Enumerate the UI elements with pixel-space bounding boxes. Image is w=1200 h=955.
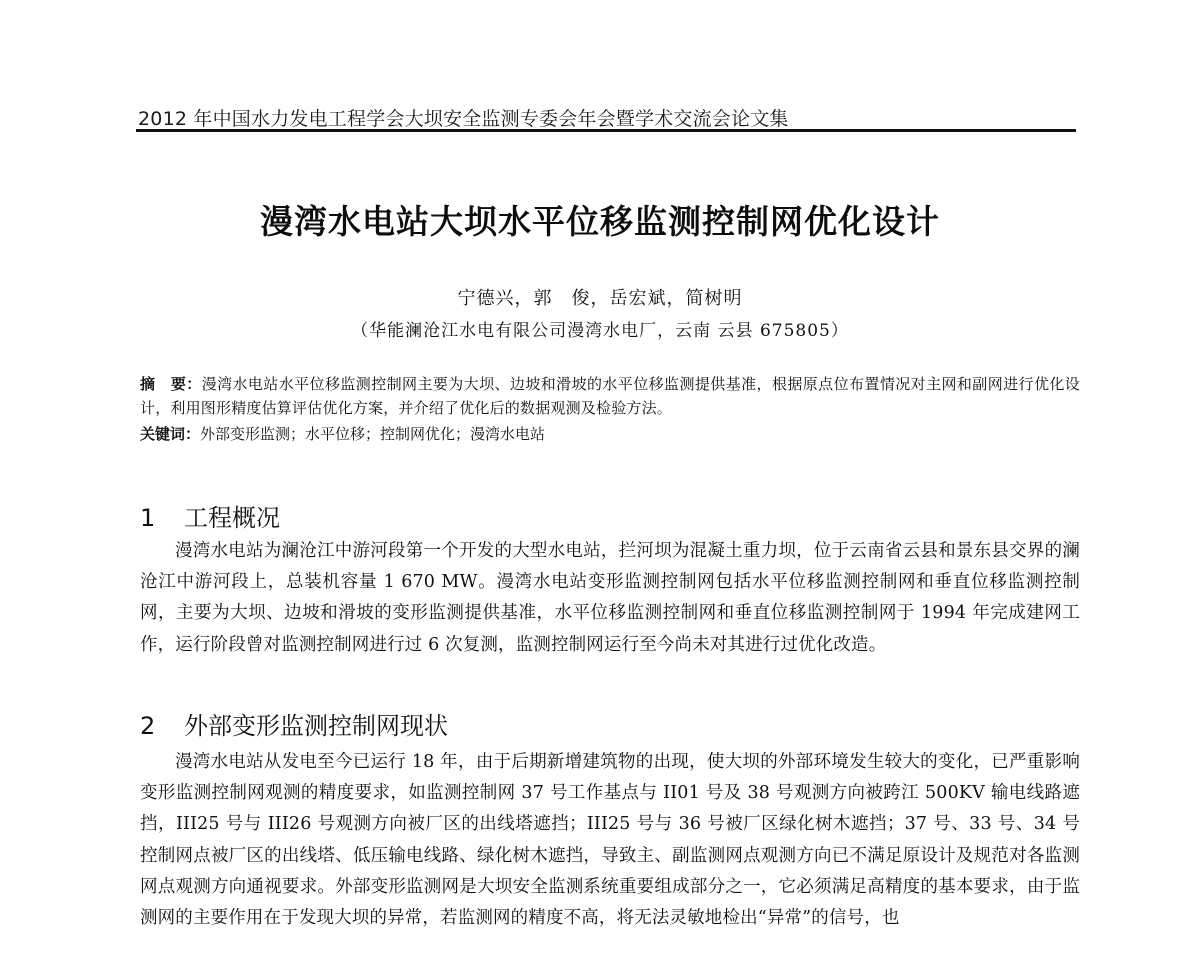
paper-title: 漫湾水电站大坝水平位移监测控制网优化设计: [260, 202, 940, 241]
keywords: [140, 422, 1080, 446]
section-heading-1: [140, 498, 280, 533]
abstract-block: [140, 372, 1080, 446]
section-number: 2: [140, 712, 156, 740]
abstract-body: 漫湾水电站水平位移监测控制网主要为大坝、边坡和滑坡的水平位移监测提供基准，根据原点位布置情况对主网和副网进行优化设计，利用图形精度估算评估优化方案，并介绍了优化后的数据观测及检验方法。: [140, 375, 1080, 417]
abstract-label: 摘 要：: [140, 375, 202, 393]
section-1-paragraph: 漫湾水电站为澜沧江中游河段第一个开发的大型水电站，拦河坝为混凝土重力坝，位于云南省云县和景东县交界的澜沧江中游河段上，总装机容量 1 670 MW。漫湾水电站变形监测控制网包括水平位移监测控制网和垂直位移监测控制网，主要为大坝、边坡和滑坡的变形监测提供基准，水平位移监测控制网和垂直位移监测控制网于 1994 年完成建网工作，运行阶段曾对监测控制网进行过 6 次复测，监测控制网运行至今尚未对其进行过优化改造。: [140, 541, 1080, 655]
author-list: 宁德兴，郭 俊，岳宏斌，简树明: [457, 288, 743, 309]
section-heading-2: [140, 706, 448, 741]
section-number: 1: [140, 504, 156, 532]
keywords-label: 关键词：: [140, 425, 201, 443]
running-header: 2012 年中国水力发电工程学会大坝安全监测专委会年会暨学术交流会论文集: [138, 108, 789, 130]
section-title: 外部变形监测控制网现状: [184, 712, 448, 740]
abstract: [140, 372, 1080, 420]
keywords-body: 外部变形监测；水平位移；控制网优化；漫湾水电站: [200, 425, 546, 443]
affiliation: （华能澜沧江水电有限公司漫湾水电厂，云南 云县 675805）: [351, 321, 849, 341]
section-title: 工程概况: [184, 504, 280, 532]
header-rule: [136, 129, 1076, 132]
section-2-paragraph: 漫湾水电站从发电至今已运行 18 年，由于后期新增建筑物的出现，使大坝的外部环境发生较大的变化，已严重影响变形监测控制网观测的精度要求，如监测控制网 37 号工作基点与 II01 号及 38 号观测方向被跨江 500KV 输电线路遮挡，III25 号与 III26 号观测方向被厂区的出线塔遮挡；III25 号与 36 号被厂区绿化树木遮挡；37 号、33 号、34 号控制网点被厂区的出线塔、低压输电线路、绿化树木遮挡，导致主、副监测网点观测方向已不满足原设计及规范对各监测网点观测方向通视要求。外部变形监测网是大坝安全监测系统重要组成部分之一，它必须满足高精度的基本要求，由于监测网的主要作用在于发现大坝的异常，若监测网的精度不高，将无法灵敏地检出“异常”的信号，也: [140, 752, 1080, 929]
